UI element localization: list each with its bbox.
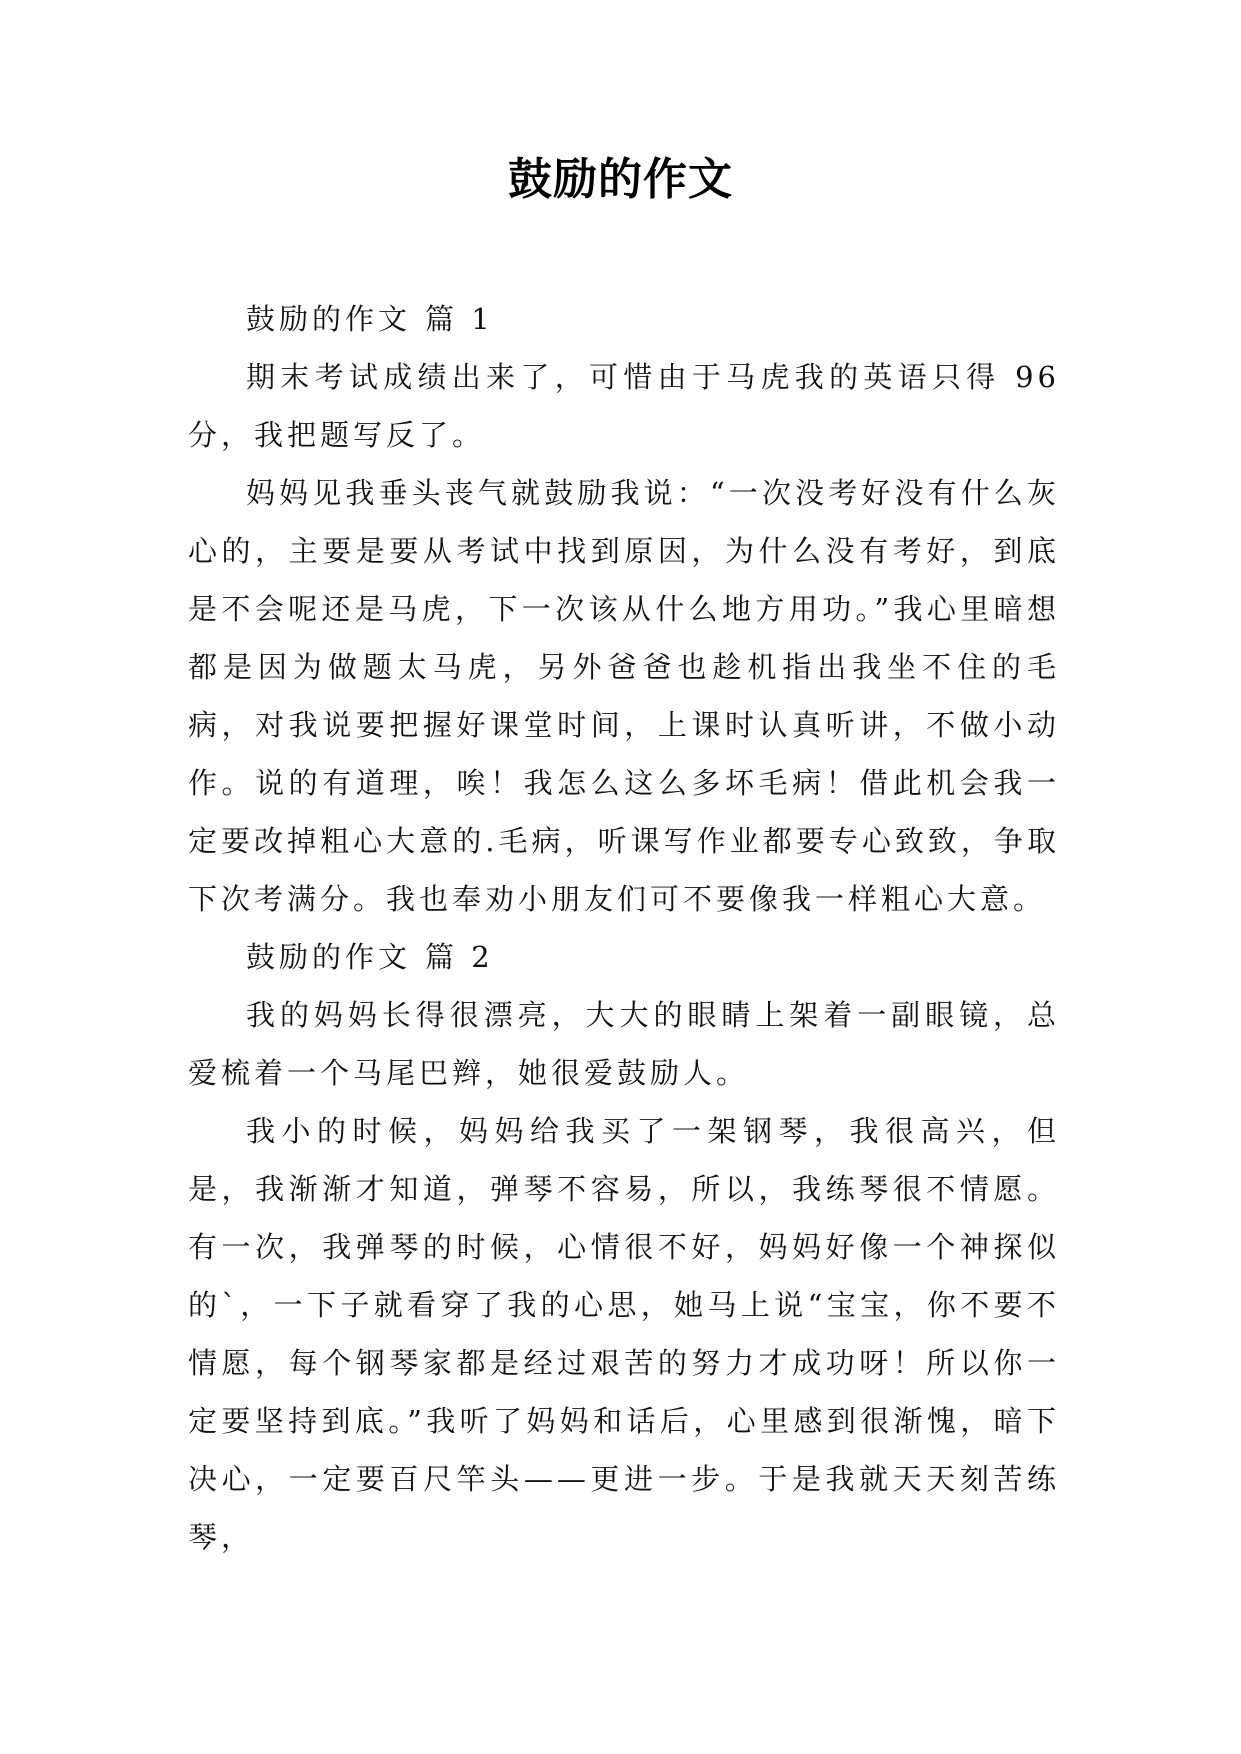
section-heading-number: 篇 2 <box>425 940 494 974</box>
paragraph: 妈妈见我垂头丧气就鼓励我说：“一次没考好没有什么灰心的，主要是要从考试中找到原因，为什么没有考好，到底是不会呢还是马虎，下一次该从什么地方用功。”我心里暗想都是因为做题太马虎，另外爸爸也趁机指出我坐不住的毛病，对我说要把握好课堂时间，上课时认真听讲，不做小动作。说的有道理，唉！我怎么这么多坏毛病！借此机会我一定要改掉粗心大意的.毛病，听课写作业都要专心致致，争取下次考满分。我也奉劝小朋友们可不要像我一样粗心大意。 <box>188 476 1060 916</box>
paragraph: 期末考试成绩出来了，可惜由于马虎我的英语只得 96 分，我把题写反了。 <box>188 360 1060 452</box>
paragraph: 我小的时候，妈妈给我买了一架钢琴，我很高兴，但是，我渐渐才知道，弹琴不容易，所以，我练琴很不情愿。有一次，我弹琴的时候，心情很不好，妈妈好像一个神探似的`，一下子就看穿了我的心思，她马上说“宝宝，你不要不情愿，每个钢琴家都是经过艰苦的努力才成功呀！所以你一定要坚持到底。”我听了妈妈和话后，心里感到很渐愧，暗下决心，一定要百尺竿头——更进一步。于是我就天天刻苦练琴， <box>188 1114 1060 1554</box>
section-heading-2 <box>188 928 1060 986</box>
document-body <box>188 290 1060 1566</box>
section-heading-text: 鼓励的作文 <box>246 940 412 974</box>
section-heading-number: 篇 1 <box>425 302 494 336</box>
section-heading-1 <box>188 290 1060 348</box>
paragraph: 我的妈妈长得很漂亮，大大的眼睛上架着一副眼镜，总爱梳着一个马尾巴辫，她很爱鼓励人。 <box>188 998 1060 1090</box>
document-title: 鼓励的作文 <box>508 154 733 205</box>
section-heading-text: 鼓励的作文 <box>246 302 412 336</box>
